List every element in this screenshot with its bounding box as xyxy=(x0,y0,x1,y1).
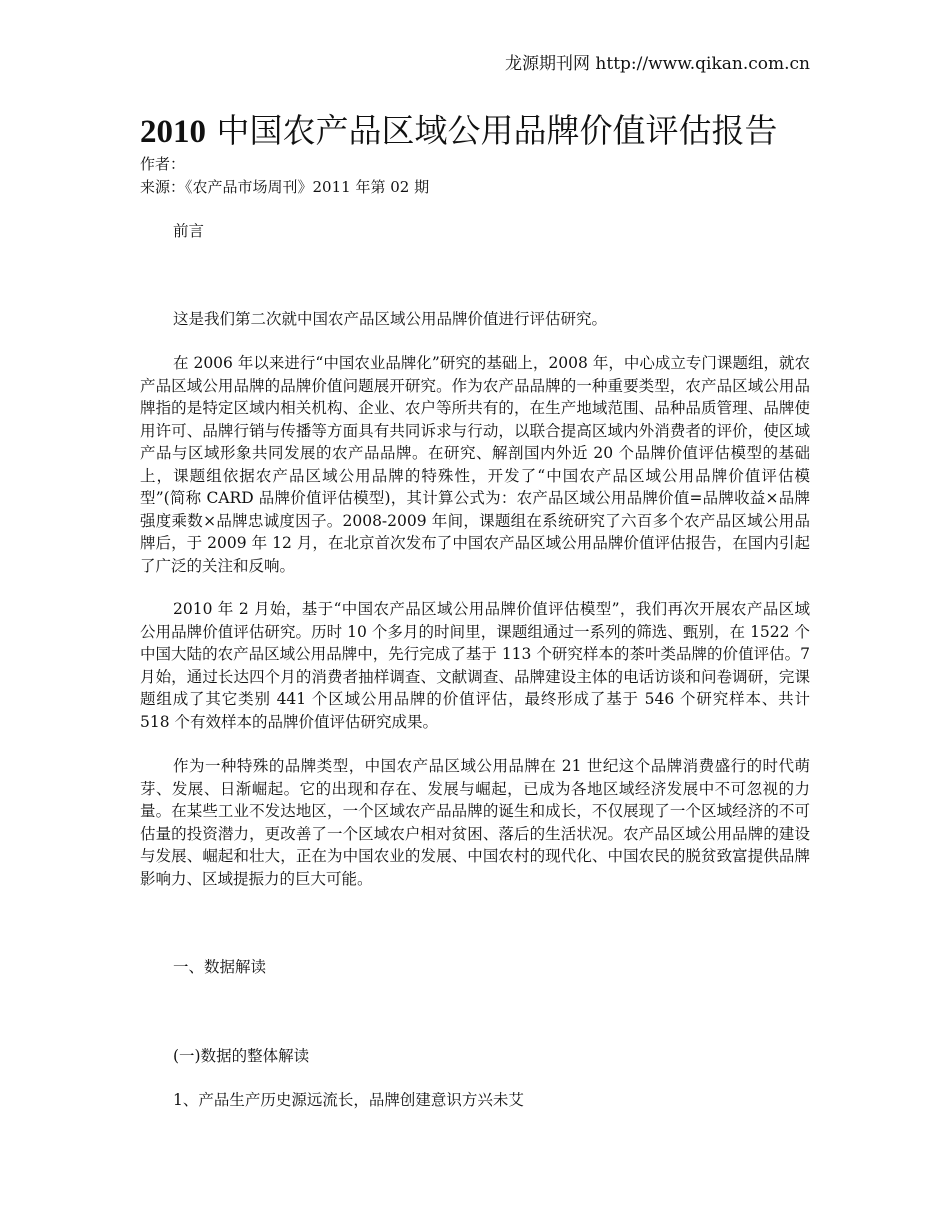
title-text: 中国农产品区域公用品牌价值评估报告 xyxy=(206,111,778,150)
paragraph-4: 作为一种特殊的品牌类型，中国农产品区域公用品牌在 21 世纪这个品牌消费盛行的时代萌芽、发展、日渐崛起。它的出现和存在、发展与崛起，已成为各地区域经济发展中不可忽视的力量。在某些工业不发达地区，一个区域农产品品牌的诞生和成长，不仅展现了一个区域经济的不可估量的投资潜力，更改善了一个区域农户相对贫困、落后的生活状况。农产品区域公用品牌的建设与发展、崛起和壮大，正在为中国农业的发展、中国农村的现代化、中国农民的脱贫致富提供品牌影响力、区域提振力的巨大可能。 xyxy=(140,757,810,888)
source-line: 来源：《农产品市场周刊》2011 年第 02 期 xyxy=(140,178,430,196)
article-title xyxy=(140,108,820,155)
subsection-heading-1: (一)数据的整体解读 xyxy=(173,1047,310,1065)
author-line: 作者： xyxy=(140,155,186,173)
paragraph-1: 这是我们第二次就中国农产品区域公用品牌价值进行评估研究。 xyxy=(173,310,608,328)
preface-heading: 前言 xyxy=(173,222,205,240)
title-year: 2010 xyxy=(140,114,206,150)
list-item-1: 1、产品生产历史源远流长，品牌创建意识方兴未艾 xyxy=(173,1091,524,1109)
site-header: 龙源期刊网 http://www.qikan.com.cn xyxy=(505,54,810,74)
section-heading-1: 一、数据解读 xyxy=(173,958,267,976)
paragraph-3: 2010 年 2 月始，基于“中国农产品区域公用品牌价值评估模型”，我们再次开展农产品区域公用品牌价值评估研究。历时 10 个多月的时间里，课题组通过一系列的筛选、甄别，在 1522 个中国大陆的农产品区域公用品牌中，先行完成了基于 113 个研究样本的茶叶类品牌的价值评估。7 月始，通过长达四个月的消费者抽样调查、文献调查、品牌建设主体的电话访谈和问卷调研，完课题组成了其它类别 441 个区域公用品牌的价值评估，最终形成了基于 546 个研究样本、共计 518 个有效样本的品牌价值评估研究成果。 xyxy=(140,600,810,731)
paragraph-2: 在 2006 年以来进行“中国农业品牌化”研究的基础上，2008 年，中心成立专门课题组，就农产品区域公用品牌的品牌价值问题展开研究。作为农产品品牌的一种重要类型，农产品区域公用品牌指的是特定区域内相关机构、企业、农户等所共有的，在生产地域范围、品种品质管理、品牌使用许可、品牌行销与传播等方面具有共同诉求与行动，以联合提高区域内外消费者的评价，使区域产品与区域形象共同发展的农产品品牌。在研究、解剖国内外近 20 个品牌价值评估模型的基础上，课题组依据农产品区域公用品牌的特殊性，开发了“中国农产品区域公用品牌价值评估模型”(简称 CARD 品牌价值评估模型)，其计算公式为：农产品区域公用品牌价值=品牌收益×品牌强度乘数×品牌忠诚度因子。2008-2009 年间，课题组在系统研究了六百多个农产品区域公用品牌后，于 2009 年 12 月，在北京首次发布了中国农产品区域公用品牌价值评估报告，在国内引起了广泛的关注和反响。 xyxy=(140,354,810,575)
